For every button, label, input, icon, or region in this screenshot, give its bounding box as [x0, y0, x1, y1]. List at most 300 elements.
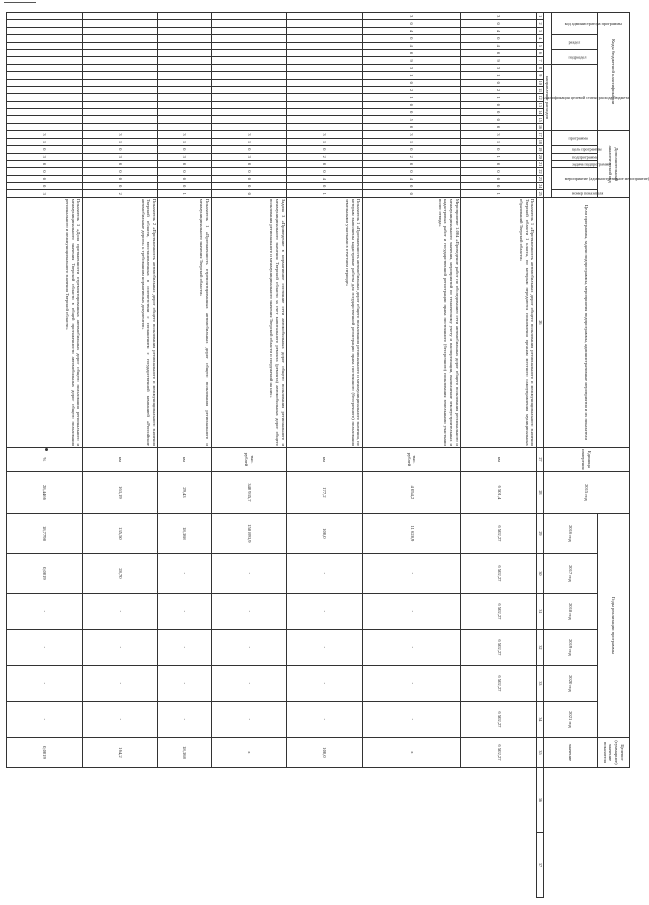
- program-indicators-table: [6, 12, 649, 898]
- row-2015-value: 4 054,2: [362, 471, 460, 513]
- row-unit: км: [287, 447, 363, 471]
- code-cell: [287, 57, 363, 64]
- row-year-value: -: [362, 701, 460, 737]
- code-cell: 3: [211, 153, 287, 160]
- row-description: Показатель 1 «Протяженность автомобильных дорог общего пользования регионального и межмуниципального значения, по которым выполнены кадастровые работы для государственной регистрации права постоянного (бессрочного) пользования земельными участками в отчетном периоде»: [287, 197, 363, 447]
- code-cell: [7, 101, 83, 108]
- index-cell: 15: [537, 117, 543, 122]
- index-cell: 7: [537, 57, 544, 64]
- code-cell: 0: [158, 160, 211, 167]
- header-indicator-number: номер показателя: [552, 190, 598, 197]
- code-cell: [82, 42, 158, 49]
- code-cell: 3: [82, 153, 158, 160]
- row-year-value: -: [211, 665, 287, 701]
- code-cell: 5: [362, 116, 460, 123]
- row-unit: тыс. рублей: [362, 447, 460, 471]
- index-cell: 5: [537, 42, 544, 49]
- code-cell: 0: [287, 183, 363, 190]
- code-cell: 4: [362, 42, 460, 49]
- row-year-value: -: [7, 701, 83, 737]
- code-cell: [211, 116, 287, 123]
- index-cell: 14: [537, 110, 543, 115]
- header-sub-empty: [544, 13, 552, 65]
- index-cell: 32: [537, 629, 544, 665]
- code-cell: [7, 64, 83, 71]
- header-year-2019: 2019 год: [544, 629, 598, 665]
- code-cell: 0: [461, 175, 537, 182]
- code-cell: [82, 13, 158, 20]
- header-name: Цели программы, задачи подпрограммы, мероприятия подпрограммы, административные мероприятия и их показатели: [544, 197, 630, 447]
- code-cell: [287, 27, 363, 34]
- header-subsection: подраздел: [552, 49, 598, 64]
- code-cell: 0: [362, 109, 460, 116]
- row-year-value: 11 628,9: [362, 513, 460, 553]
- row-year-value: -: [362, 593, 460, 629]
- row-year-value: 28,70: [82, 553, 158, 593]
- row-year-value: -: [287, 701, 363, 737]
- code-cell: 2: [82, 190, 158, 197]
- code-cell: [82, 116, 158, 123]
- row-year-value: 6 502,27: [461, 665, 537, 701]
- code-cell: [7, 49, 83, 56]
- code-cell: 0: [211, 146, 287, 153]
- row-year-value: 0,0019: [7, 553, 83, 593]
- code-cell: 2: [287, 153, 363, 160]
- code-cell: 0: [82, 160, 158, 167]
- row-year-value: -: [362, 553, 460, 593]
- code-cell: 0: [362, 160, 460, 167]
- row-year-value: -: [7, 593, 83, 629]
- index-cell: 3: [537, 27, 544, 34]
- header-target-article: классификация целевой статьи расхода бюджета: [552, 64, 598, 131]
- index-cell: 34: [537, 701, 544, 737]
- row-final-value: 6 502,27: [461, 737, 537, 767]
- index-cell: 2: [537, 20, 544, 27]
- code-cell: 0: [362, 79, 460, 86]
- code-cell: [158, 57, 211, 64]
- header-measure: мероприятие (административное мероприятие): [552, 168, 598, 190]
- code-cell: 0: [362, 49, 460, 56]
- index-cell: 12: [537, 95, 543, 100]
- code-cell: [82, 72, 158, 79]
- row-2015-value: 29,43: [158, 471, 211, 513]
- row-2015-value: 340 935,7: [211, 471, 287, 513]
- code-cell: [7, 123, 83, 130]
- index-cell: 13: [537, 102, 543, 107]
- code-cell: [7, 35, 83, 42]
- code-cell: 0: [211, 168, 287, 175]
- code-cell: [7, 27, 83, 34]
- code-cell: 0: [211, 175, 287, 182]
- index-cell: 10: [537, 80, 543, 85]
- row-year-value: -: [158, 593, 211, 629]
- top-rule: [4, 2, 36, 3]
- header-year-2016: 2016 год: [544, 513, 598, 553]
- code-cell: 2: [362, 86, 460, 93]
- row-2015-value: 163,19: [82, 471, 158, 513]
- row-year-value: -: [82, 701, 158, 737]
- code-cell: 0: [461, 101, 537, 108]
- table-row: [158, 13, 211, 898]
- code-cell: 0: [82, 146, 158, 153]
- header-subprogram: подпрограмма: [552, 153, 598, 160]
- code-cell: 3: [362, 13, 460, 20]
- code-cell: 3: [287, 131, 363, 138]
- code-cell: [287, 72, 363, 79]
- row-unit: км: [82, 447, 158, 471]
- code-cell: 4: [461, 27, 537, 34]
- index-cell: 8: [537, 64, 544, 71]
- header-sub-empty-2: [544, 131, 552, 198]
- index-cell: 4: [537, 35, 544, 42]
- row-year-value: -: [158, 665, 211, 701]
- code-cell: 0: [158, 175, 211, 182]
- index-cell: 22: [537, 169, 543, 174]
- row-year-value: -: [287, 593, 363, 629]
- code-cell: [287, 13, 363, 20]
- code-cell: [158, 35, 211, 42]
- code-cell: 3: [7, 131, 83, 138]
- code-cell: 0: [82, 168, 158, 175]
- code-cell: 1: [362, 94, 460, 101]
- code-cell: 0: [211, 160, 287, 167]
- index-cell: 24: [537, 184, 543, 189]
- code-cell: [287, 64, 363, 71]
- row-year-value: 100,0: [287, 513, 363, 553]
- code-cell: [287, 109, 363, 116]
- code-cell: 1: [362, 72, 460, 79]
- header-years-group: Годы реализации программы: [598, 513, 630, 737]
- row-year-value: -: [211, 553, 287, 593]
- row-year-value: -: [287, 629, 363, 665]
- header-unit: Единица измерения: [544, 447, 630, 471]
- row-unit: тыс. рублей: [211, 447, 287, 471]
- code-cell: 3: [7, 190, 83, 197]
- code-cell: [211, 79, 287, 86]
- code-cell: [158, 72, 211, 79]
- row-year-value: -: [287, 553, 363, 593]
- code-cell: 0: [362, 20, 460, 27]
- row-year-value: 6 502,27: [461, 553, 537, 593]
- code-cell: 0: [7, 168, 83, 175]
- table-row: [287, 13, 363, 898]
- code-cell: [158, 20, 211, 27]
- row-description: Задача 3 «Приведение в нормативное состояние сети автомобильных дорог общего пользования регионального и межмуниципального значения Тверской области за счет капитального ремонта (ремонта) автомобильных дорог общего пользования регионального и межмуниципального значения Тверской области и сооружений на них»: [211, 197, 287, 447]
- code-cell: [211, 123, 287, 130]
- code-cell: 0: [362, 168, 460, 175]
- code-cell: [158, 123, 211, 130]
- code-cell: 4: [362, 27, 460, 34]
- code-cell: 0: [461, 146, 537, 153]
- code-cell: [211, 27, 287, 34]
- code-cell: 3: [7, 153, 83, 160]
- code-cell: [211, 101, 287, 108]
- code-cell: 0: [82, 183, 158, 190]
- index-cell: 18: [537, 139, 543, 144]
- code-cell: 0: [461, 109, 537, 116]
- code-cell: 0: [461, 116, 537, 123]
- row-description: Показатель 1 «Протяженность автомобильных дорог общего пользования регионального и межмуниципального значения Тверской области 1 класса, по которым передаются полномочия органам местного самоуправления муниципальных образований Тверской области»: [461, 197, 537, 447]
- row-final-value: 0,0019: [7, 737, 83, 767]
- code-cell: [82, 101, 158, 108]
- index-cell: 21: [537, 161, 543, 167]
- code-cell: [211, 49, 287, 56]
- code-cell: [82, 64, 158, 71]
- code-cell: 1: [461, 138, 537, 145]
- row-description: Показатель 2 «Протяженность автомобильных дорог общего пользования регионального и межмуниципального значения Тверской области, восстановленных в соответствии с соглашением с государственной компанией «Российские автомобильные дороги» к требованиям нормативных документов»: [82, 197, 158, 447]
- row-final-value: х: [211, 737, 287, 767]
- code-cell: 0: [211, 190, 287, 197]
- code-cell: 0: [362, 146, 460, 153]
- header-additional-code: Дополнительный аналитический код: [598, 131, 630, 198]
- index-cell: 9: [537, 72, 544, 79]
- code-cell: 0: [362, 190, 460, 197]
- code-cell: [82, 123, 158, 130]
- code-cell: [211, 20, 287, 27]
- code-cell: 0: [362, 123, 460, 130]
- code-cell: 0: [362, 183, 460, 190]
- code-cell: 0: [362, 101, 460, 108]
- code-cell: [82, 20, 158, 27]
- code-cell: [287, 116, 363, 123]
- header-index-row: [537, 13, 544, 898]
- code-cell: 1: [158, 138, 211, 145]
- header-admin-code: код администратора программы: [552, 13, 598, 35]
- code-cell: [7, 20, 83, 27]
- code-cell: [82, 109, 158, 116]
- code-cell: 1: [362, 138, 460, 145]
- code-cell: 2: [362, 153, 460, 160]
- code-cell: 0: [158, 183, 211, 190]
- header-final: Целевое (суммарное) значение показателя: [598, 737, 630, 767]
- code-cell: [7, 109, 83, 116]
- code-cell: 3: [362, 131, 460, 138]
- code-cell: [158, 101, 211, 108]
- code-cell: [158, 42, 211, 49]
- code-cell: 0: [287, 160, 363, 167]
- table-row: [7, 13, 83, 898]
- row-final-value: 164,2: [82, 737, 158, 767]
- code-cell: [158, 79, 211, 86]
- code-cell: 1: [211, 138, 287, 145]
- row-2015-value: 177,2: [287, 471, 363, 513]
- index-cell: 27: [537, 447, 544, 471]
- code-cell: 0: [7, 160, 83, 167]
- code-cell: [158, 94, 211, 101]
- code-cell: 0: [82, 175, 158, 182]
- code-cell: 0: [7, 175, 83, 182]
- row-unit: км: [158, 447, 211, 471]
- code-cell: 3: [461, 131, 537, 138]
- index-cell: 35: [537, 737, 544, 767]
- code-cell: 0: [461, 35, 537, 42]
- index-cell: 29: [537, 513, 544, 553]
- code-cell: 3: [362, 64, 460, 71]
- code-cell: [211, 94, 287, 101]
- header-subprogram-task: задача подпрограммы: [552, 160, 598, 167]
- code-cell: 0: [7, 183, 83, 190]
- code-cell: [158, 109, 211, 116]
- code-cell: 3: [158, 153, 211, 160]
- code-cell: [82, 49, 158, 56]
- row-description: Показатель 3 «Доля протяженности отремонтированных автомобильных дорог общего пользования регионального и межмуниципального значения Тверской области в общей протяженности автомобильных дорог общего пользования регионального и межмуниципального значения Тверской области»: [7, 197, 83, 447]
- code-cell: 1: [461, 190, 537, 197]
- code-cell: 0: [461, 160, 537, 167]
- code-cell: [211, 57, 287, 64]
- index-cell: 23: [537, 176, 543, 181]
- code-cell: [82, 79, 158, 86]
- code-cell: 0: [362, 35, 460, 42]
- row-year-value: -: [158, 629, 211, 665]
- header-year-2020: 2020 год: [544, 665, 598, 701]
- code-cell: 0: [287, 168, 363, 175]
- code-cell: 4: [362, 175, 460, 182]
- code-cell: 3: [461, 64, 537, 71]
- code-cell: [82, 86, 158, 93]
- code-cell: 0: [158, 168, 211, 175]
- index-cell: 16: [537, 125, 543, 130]
- code-cell: 3: [461, 13, 537, 20]
- row-year-value: 158 893,9: [211, 513, 287, 553]
- code-cell: 9: [461, 57, 537, 64]
- table-row: [362, 13, 460, 898]
- code-cell: 0: [287, 146, 363, 153]
- index-cell: 25: [537, 191, 543, 196]
- row-year-value: 6 502,27: [461, 593, 537, 629]
- code-cell: 0: [461, 183, 537, 190]
- code-cell: 0: [461, 168, 537, 175]
- row-2015-value: 28,4466: [7, 471, 83, 513]
- index-cell: 31: [537, 593, 544, 629]
- row-year-value: -: [82, 665, 158, 701]
- code-cell: 3: [82, 131, 158, 138]
- row-final-value: 18,368: [158, 737, 211, 767]
- code-cell: [287, 35, 363, 42]
- table-row: [461, 13, 537, 898]
- header-program: программа: [552, 131, 598, 146]
- code-cell: 0: [461, 49, 537, 56]
- code-cell: [287, 20, 363, 27]
- row-year-value: -: [211, 629, 287, 665]
- row-year-value: -: [211, 701, 287, 737]
- header-year-2021: 2021 год: [544, 701, 598, 737]
- row-final-value: х: [362, 737, 460, 767]
- table-row: [211, 13, 287, 898]
- code-cell: [158, 27, 211, 34]
- code-cell: 3: [211, 131, 287, 138]
- row-year-value: 6 502,27: [461, 701, 537, 737]
- code-cell: 0: [211, 183, 287, 190]
- header-program-goal: цель программы: [552, 146, 598, 153]
- code-cell: 1: [158, 190, 211, 197]
- header-year-2017: 2017 год: [544, 553, 598, 593]
- index-cell: 1: [537, 13, 544, 20]
- code-cell: 0: [461, 79, 537, 86]
- code-cell: 0: [461, 20, 537, 27]
- index-cell: 19: [537, 147, 543, 152]
- row-year-value: -: [158, 553, 211, 593]
- code-cell: [211, 13, 287, 20]
- row-year-value: -: [158, 701, 211, 737]
- code-cell: [287, 94, 363, 101]
- code-cell: [287, 42, 363, 49]
- index-cell: 11: [537, 88, 543, 93]
- index-cell: 26: [537, 197, 544, 447]
- code-cell: 2: [461, 86, 537, 93]
- code-cell: [158, 86, 211, 93]
- code-cell: [158, 64, 211, 71]
- row-year-value: -: [7, 665, 83, 701]
- code-cell: 1: [461, 72, 537, 79]
- code-cell: 4: [287, 175, 363, 182]
- code-cell: [7, 94, 83, 101]
- code-cell: [82, 94, 158, 101]
- index-cell: 6: [537, 49, 544, 56]
- code-cell: [82, 35, 158, 42]
- code-cell: [7, 72, 83, 79]
- row-final-value: 100,0: [287, 737, 363, 767]
- code-cell: [211, 86, 287, 93]
- code-cell: [287, 49, 363, 56]
- code-cell: [7, 116, 83, 123]
- row-year-value: 6 502,27: [461, 513, 537, 553]
- row-year-value: 6 502,27: [461, 629, 537, 665]
- header-row-groups: [598, 13, 630, 898]
- header-2015: 2015 год: [544, 471, 630, 513]
- code-cell: [287, 101, 363, 108]
- index-cell: 28: [537, 471, 544, 513]
- code-cell: 0: [158, 146, 211, 153]
- row-2015-value: 6 501,4: [461, 471, 537, 513]
- code-cell: 1: [82, 138, 158, 145]
- code-cell: 9: [362, 57, 460, 64]
- code-cell: [7, 57, 83, 64]
- code-cell: [211, 109, 287, 116]
- header-expense-direction: направление расходов: [544, 64, 552, 131]
- header-budget-codes: Коды бюджетной классификации: [598, 13, 630, 131]
- row-year-value: -: [7, 629, 83, 665]
- row-description: Показатель 1 «Протяженность отремонтированных автомобильных дорог общего пользования регионального и межмуниципального значения Тверской области»: [158, 197, 211, 447]
- code-cell: 0: [461, 123, 537, 130]
- code-cell: 4: [461, 42, 537, 49]
- row-year-value: -: [211, 593, 287, 629]
- code-cell: [82, 27, 158, 34]
- code-cell: 1: [287, 138, 363, 145]
- code-cell: [211, 72, 287, 79]
- code-cell: [158, 116, 211, 123]
- code-cell: [211, 64, 287, 71]
- index-cell: 17: [537, 132, 543, 137]
- index-cell: 36: [537, 767, 544, 832]
- row-year-value: 135,50: [82, 513, 158, 553]
- code-cell: [7, 79, 83, 86]
- code-cell: [287, 123, 363, 130]
- row-unit: %: [7, 447, 83, 471]
- code-cell: 1: [461, 94, 537, 101]
- code-cell: 1: [287, 190, 363, 197]
- row-year-value: -: [362, 629, 460, 665]
- index-cell: 20: [537, 154, 543, 159]
- header-year-2018: 2018 год: [544, 593, 598, 629]
- header-section: раздел: [552, 35, 598, 50]
- code-cell: [158, 13, 211, 20]
- code-cell: 3: [158, 131, 211, 138]
- code-cell: [211, 42, 287, 49]
- table-row: [82, 13, 158, 898]
- code-cell: [7, 13, 83, 20]
- index-cell: 33: [537, 665, 544, 701]
- code-cell: [287, 79, 363, 86]
